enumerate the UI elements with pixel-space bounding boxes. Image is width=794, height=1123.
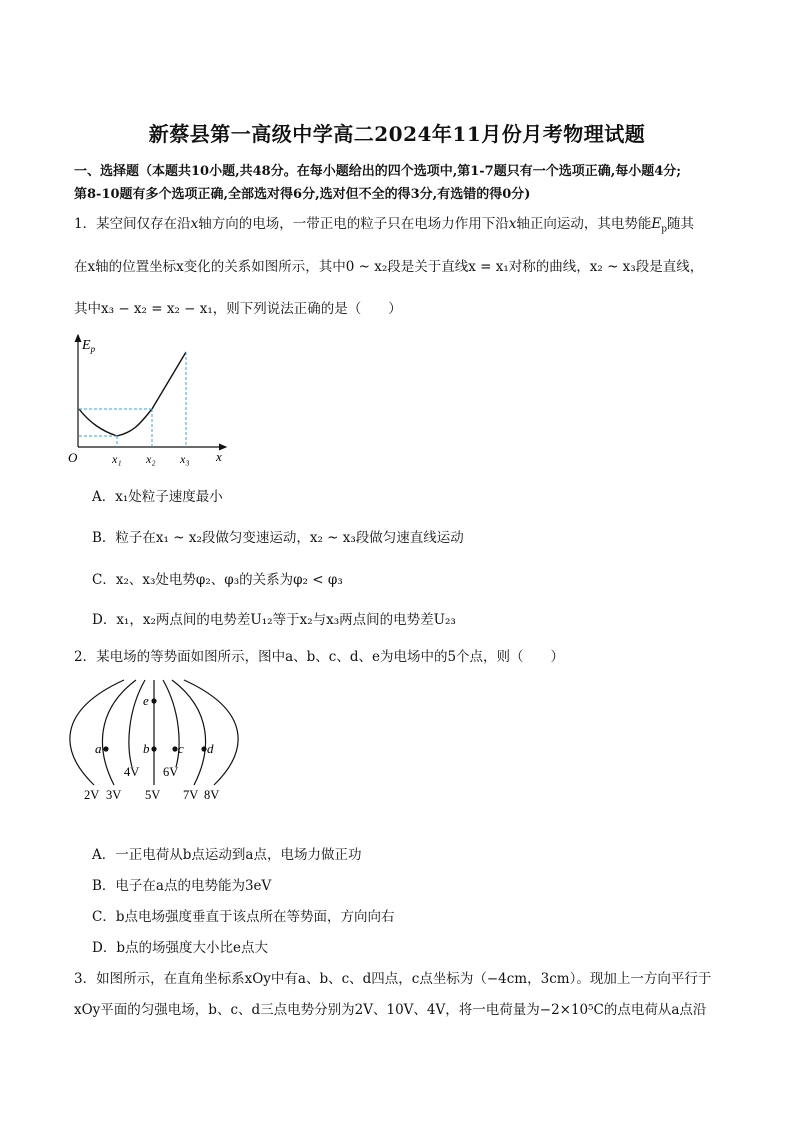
q2-surface-6v	[163, 680, 179, 767]
q2-surface-2v	[70, 680, 124, 785]
page-title: 新蔡县第一高级中学高二2024年11月份月考物理试题	[148, 122, 646, 146]
q1-y-axis-label: $E_p$	[82, 338, 96, 354]
q2-option-b[interactable]: B．电子在a点的电势能为3eV	[92, 878, 272, 894]
q1-var-x: x	[190, 216, 199, 232]
q2-label-8v: 8V	[204, 788, 220, 802]
q2-point-c	[172, 746, 177, 751]
q2-equipotential-figure	[66, 675, 246, 810]
q1-stem-line-2: 在x轴的位置坐标x变化的关系如图所示，其中0 ~ x₂段是关于直线x = x₁对称的曲线，x₂ ~ x₃段是直线，	[74, 259, 704, 275]
q3-stem-line-1: 3．如图所示，在直角坐标系xOy中有a、b、c、d四点，c点坐标为（−4cm，3cm）。现加上一方向平行于	[74, 971, 712, 987]
q2-label-6v: 6V	[163, 765, 179, 779]
q1-stem-line-3: 其中x₃ − x₂ = x₂ − x₁，则下列说法正确的是（ ）	[74, 301, 402, 317]
q2-label-3v: 3V	[106, 788, 122, 802]
q2-surface-8v	[184, 680, 238, 785]
q1-tick-x3: x₃	[180, 452, 190, 466]
q1-stem-line-1	[74, 212, 694, 235]
q2-label-a: a	[95, 741, 102, 756]
q1-option-b[interactable]: B．粒子在x₁ ~ x₂段做匀变速运动，x₂ ~ x₃段做匀速直线运动	[92, 530, 464, 546]
q1-stem-part: 随其	[666, 216, 694, 232]
q1-ep-graph	[60, 325, 240, 470]
q1-option-a[interactable]: A．x₁处粒子速度最小	[92, 489, 223, 505]
q1-ep-curve	[79, 352, 186, 436]
q2-option-d[interactable]: D．b点的场强度大小比e点大	[92, 940, 268, 956]
q1-stem-part: 轴方向的电场，一带正电的粒子只在电场力作用下沿	[198, 216, 509, 232]
q1-tick-x1: x₁	[112, 452, 122, 466]
q2-label-e: e	[143, 693, 149, 708]
q1-ep-symbol: E	[651, 216, 662, 232]
q2-option-c[interactable]: C．b点电场强度垂直于该点所在等势面，方向向右	[92, 909, 395, 925]
q2-label-4v: 4V	[124, 765, 140, 779]
section-instructions-line-1: 一、选择题（本题共10小题,共48分。在每小题给出的四个选项中,第1-7题只有一个选项正确,每小题4分;	[74, 164, 682, 179]
q1-stem-part: 1．某空间仅存在沿	[74, 216, 191, 232]
q1-option-d[interactable]: D．x₁，x₂两点间的电势差U₁₂等于x₂与x₃两点间的电势差U₂₃	[92, 612, 456, 628]
q3-stem-line-2: xOy平面的匀强电场，b、c、d三点电势分别为2V、10V、4V，将一电荷量为−2×10⁵C的点电荷从a点沿	[74, 1002, 707, 1018]
q1-var-x: x	[508, 216, 517, 232]
q2-label-c: c	[178, 741, 184, 756]
q1-stem-part: 轴正向运动，其电势能	[516, 216, 652, 232]
q2-label-d: d	[207, 741, 214, 756]
q2-point-b	[151, 746, 156, 751]
q2-stem: 2．某电场的等势面如图所示，图中a、b、c、d、e为电场中的5个点，则（ ）	[74, 649, 565, 665]
q2-point-a	[103, 746, 108, 751]
q1-ep-subscript: p	[661, 224, 667, 235]
q2-option-a[interactable]: A．一正电荷从b点运动到a点，电场力做正功	[92, 847, 362, 863]
q2-point-d	[201, 746, 206, 751]
q2-label-b: b	[143, 741, 150, 756]
q2-point-e	[151, 698, 156, 703]
q2-label-5v: 5V	[145, 788, 161, 802]
q1-option-c[interactable]: C．x₂、x₃处电势φ₂、φ₃的关系为φ₂ < φ₃	[92, 572, 343, 588]
q1-x-axis-label: x	[216, 449, 222, 464]
q1-origin-label: O	[68, 450, 78, 465]
q2-label-2v: 2V	[84, 788, 100, 802]
q2-label-7v: 7V	[183, 788, 199, 802]
q1-tick-x2: x₂	[146, 452, 156, 466]
section-instructions-line-2: 第8-10题有多个选项正确,全部选对得6分,选对但不全的得3分,有选错的得0分)	[74, 187, 531, 202]
